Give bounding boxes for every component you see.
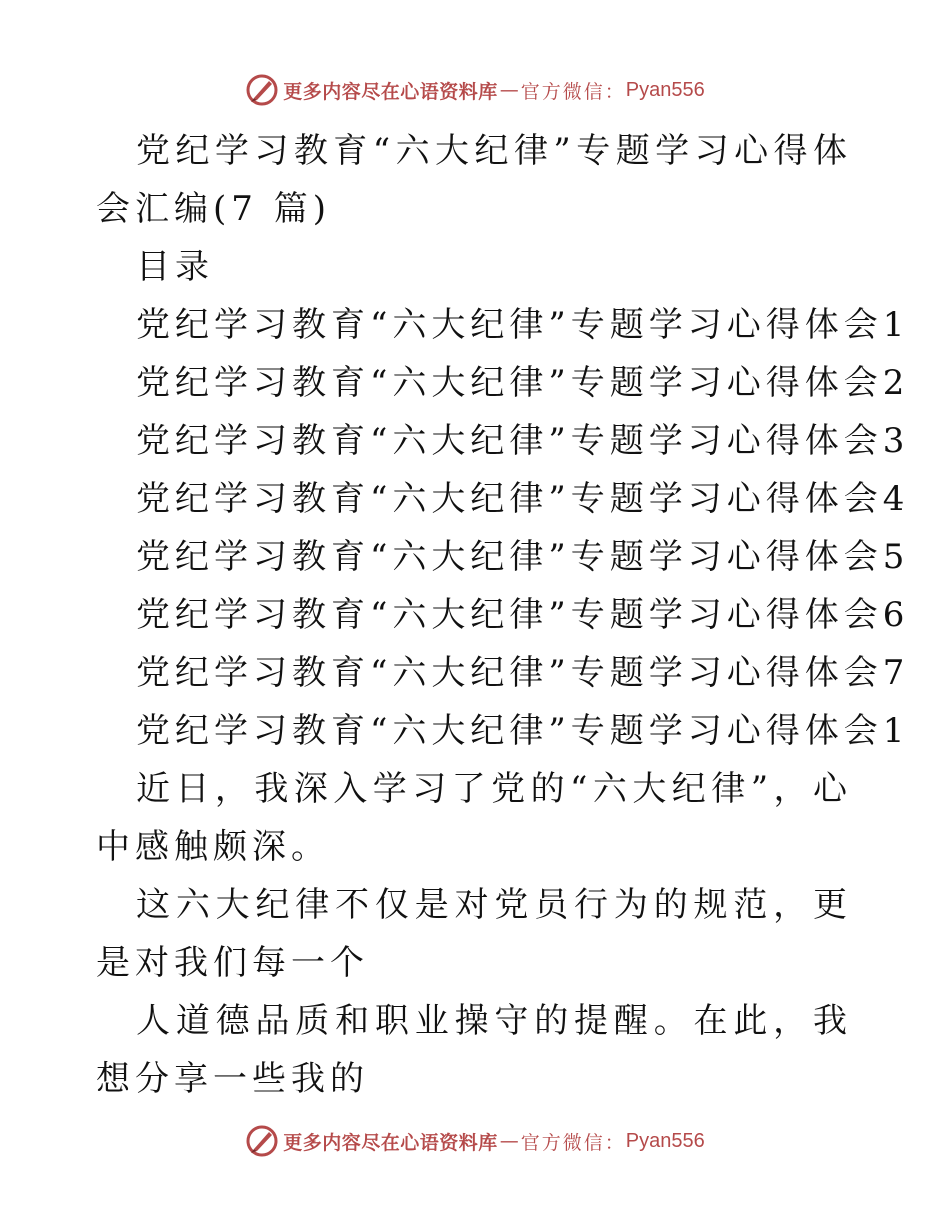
toc-entry-page: 2 <box>882 363 905 403</box>
toc-entry-page: 1 <box>882 711 905 751</box>
body-paragraph: 人道德品质和职业操守的提醒。在此，我想分享一些我的 <box>96 1001 852 1099</box>
toc-entry-page: 1 <box>882 305 905 345</box>
table-of-contents <box>96 296 905 760</box>
document-body <box>96 122 905 1108</box>
toc-entry[interactable] <box>96 702 905 760</box>
toc-entry[interactable] <box>96 470 905 528</box>
toc-entry-title: 党纪学习教育“六大纪律”专题学习心得体会 <box>136 421 883 461</box>
toc-entry[interactable] <box>96 412 905 470</box>
body-paragraph: 这六大纪律不仅是对党员行为的规范，更是对我们每一个 <box>96 885 852 983</box>
toc-entry[interactable] <box>96 528 905 586</box>
toc-entry-page: 7 <box>882 653 905 693</box>
footer-banner <box>0 1121 950 1161</box>
toc-entry-title: 党纪学习教育“六大纪律”专题学习心得体会 <box>136 479 883 519</box>
banner-text: 更多内容尽在心语资料库 <box>283 1131 498 1154</box>
toc-entry[interactable] <box>96 586 905 644</box>
toc-heading: 目录 <box>136 247 214 287</box>
toc-entry-title: 党纪学习教育“六大纪律”专题学习心得体会 <box>136 711 883 751</box>
toc-entry-page: 3 <box>882 421 905 461</box>
toc-entry-title: 党纪学习教育“六大纪律”专题学习心得体会 <box>136 363 883 403</box>
banner-wechat-label: 官方微信： <box>520 1131 626 1154</box>
toc-entry-title: 党纪学习教育“六大纪律”专题学习心得体会 <box>136 595 883 635</box>
toc-entry-title: 党纪学习教育“六大纪律”专题学习心得体会 <box>136 305 883 345</box>
banner-dash: — <box>499 1130 519 1152</box>
banner-wechat-id: Pyan556 <box>625 1129 705 1152</box>
toc-entry-title: 党纪学习教育“六大纪律”专题学习心得体会 <box>136 653 883 693</box>
toc-entry[interactable] <box>96 644 905 702</box>
toc-entry-page: 6 <box>882 595 905 635</box>
banner-text: 更多内容尽在心语资料库 <box>283 80 498 103</box>
banner-wechat-label: 官方微信： <box>520 80 626 103</box>
toc-entry-page: 5 <box>882 537 905 577</box>
body-paragraph: 近日，我深入学习了党的“六大纪律”，心中感触颇深。 <box>96 769 852 867</box>
document-title: 党纪学习教育“六大纪律”专题学习心得体会汇编(7 篇) <box>96 131 852 229</box>
toc-entry-title: 党纪学习教育“六大纪律”专题学习心得体会 <box>136 537 883 577</box>
banner-wechat-id: Pyan556 <box>625 78 705 101</box>
toc-entry[interactable] <box>96 296 905 354</box>
header-banner <box>0 70 950 110</box>
toc-entry-page: 4 <box>882 479 905 519</box>
banner-dash: — <box>499 79 519 101</box>
toc-entry[interactable] <box>96 354 905 412</box>
quill-logo-icon <box>245 1124 279 1158</box>
quill-logo-icon <box>245 73 279 107</box>
